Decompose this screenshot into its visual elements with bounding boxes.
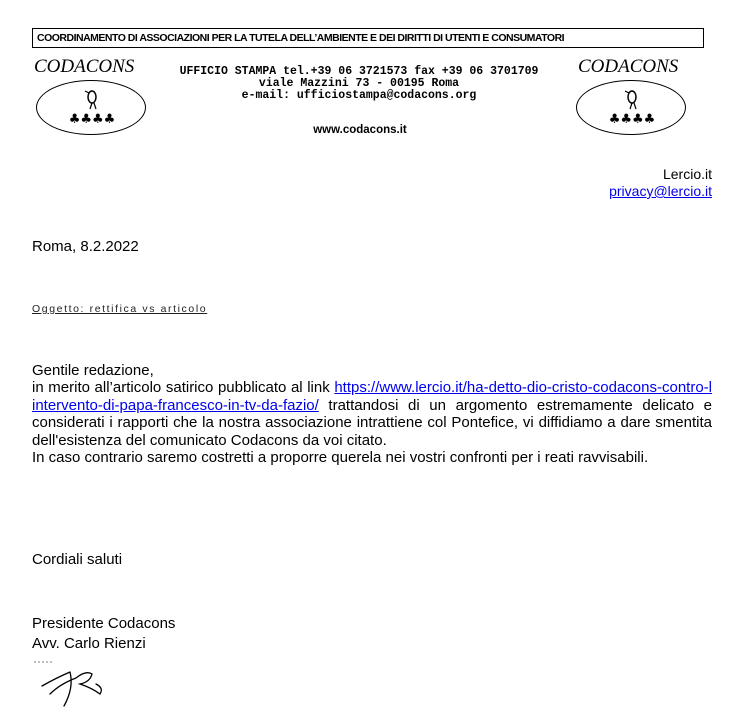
signature-block (32, 614, 175, 654)
letterhead-banner: COORDINAMENTO DI ASSOCIAZIONI PER LA TUTELA DELL’AMBIENTE E DEI DIRITTI DI UTENTI E CONSUMATORI (32, 28, 704, 48)
svg-text:♣♣♣♣: ♣♣♣♣ (68, 112, 116, 127)
press-line: e-mail: ufficiostampa@codacons.org (241, 89, 477, 102)
greeting: Gentile redazione, (32, 362, 154, 379)
handwritten-signature (30, 658, 120, 710)
press-line: UFFICIO STAMPA tel.+39 06 3721573 fax +39 06 3701709 (179, 65, 539, 78)
brand-right: CODACONS (578, 56, 679, 77)
press-office-block (160, 66, 558, 102)
main-paragraph (32, 379, 712, 449)
website: www.codacons.it (313, 124, 407, 136)
letter-body (32, 362, 712, 466)
svg-text:♣♣♣♣: ♣♣♣♣ (608, 112, 656, 127)
after-link-text: trattandosi di un argomento estremamente delicato e considerati i rapporti che la nostra associazione intrattiene col Pontefice, vi diffidiamo a dare smentita dell'esistenza del comunicato Codacons da voi citato. (32, 396, 712, 449)
subject-line: Oggetto: rettifica vs articolo (32, 303, 208, 315)
logo-left (36, 80, 146, 135)
date-line: Roma, 8.2.2022 (32, 238, 139, 255)
bird-emblem-icon (577, 81, 687, 136)
signer-name: Avv. Carlo Rienzi (32, 635, 146, 652)
closing: Cordiali saluti (32, 551, 123, 568)
bird-emblem-icon (37, 81, 147, 136)
recipient-name: Lercio.it (662, 166, 712, 182)
brand-left: CODACONS (34, 56, 135, 77)
press-line: viale Mazzini 73 - 00195 Roma (258, 77, 460, 90)
intro-text: in merito all’articolo satirico pubblicato al link (32, 379, 330, 397)
second-paragraph: In caso contrario saremo costretti a proporre querela nei vostri confronti per i reati ravvisabili. (32, 449, 649, 467)
logo-right (576, 80, 686, 135)
recipient-block (609, 166, 712, 200)
article-link[interactable]: https://www.lercio.it/ha-detto-dio-cristo-codacons-contro-lintervento-di-papa-francesco-in-tv-da-fazio/ (32, 379, 712, 414)
recipient-email-link[interactable]: privacy@lercio.it (609, 183, 712, 199)
signer-title: Presidente Codacons (32, 615, 176, 632)
